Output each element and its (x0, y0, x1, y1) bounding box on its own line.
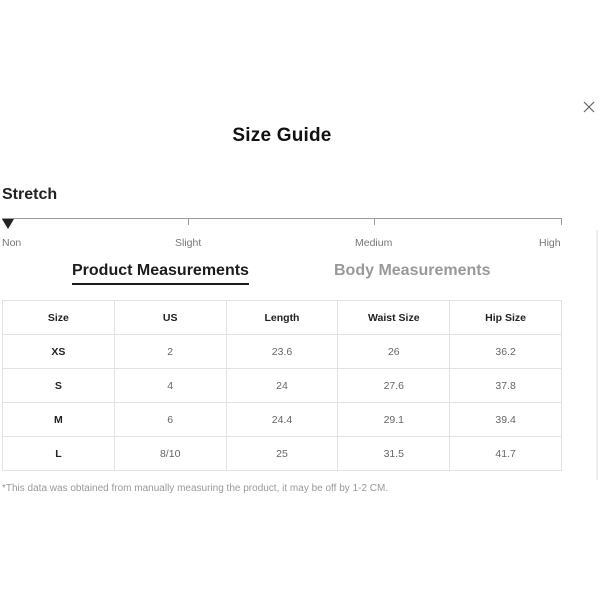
table-cell: 8/10 (114, 437, 226, 471)
table-row (3, 335, 562, 369)
triangle-down-icon (2, 219, 14, 229)
size-cell: S (3, 369, 115, 403)
table-cell: 24 (226, 369, 338, 403)
table-row (3, 437, 562, 471)
table-cell: 4 (114, 369, 226, 403)
stretch-tick-slight (188, 218, 189, 225)
stretch-scale-line (2, 218, 562, 219)
dialog-title: Size Guide (232, 125, 332, 146)
table-cell: 25 (226, 437, 338, 471)
table-cell: 41.7 (450, 437, 562, 471)
close-button[interactable] (582, 100, 600, 118)
table-cell: 26 (338, 335, 450, 369)
column-header: Hip Size (450, 301, 562, 335)
stretch-tick-medium (374, 218, 375, 225)
table-header-row (3, 301, 562, 335)
column-header: Size (3, 301, 115, 335)
stretch-level-non: Non (2, 237, 22, 249)
table-cell: 2 (114, 335, 226, 369)
measurement-tabs (0, 262, 564, 290)
table-cell: 36.2 (450, 335, 562, 369)
stretch-label: Stretch (2, 186, 58, 203)
stretch-scale (0, 212, 564, 252)
close-icon (582, 100, 596, 114)
stretch-tick-high (561, 218, 562, 225)
table-cell: 39.4 (450, 403, 562, 437)
size-cell: XS (3, 335, 115, 369)
stretch-level-slight: Slight (175, 237, 202, 249)
stretch-level-medium: Medium (355, 237, 393, 249)
tab-product-measurements[interactable]: Product Measurements (72, 262, 249, 285)
size-cell: L (3, 437, 115, 471)
table-cell: 27.6 (338, 369, 450, 403)
table-cell: 31.5 (338, 437, 450, 471)
table-row (3, 403, 562, 437)
table-cell: 24.4 (226, 403, 338, 437)
table-cell: 29.1 (338, 403, 450, 437)
table-cell: 6 (114, 403, 226, 437)
table-cell: 23.6 (226, 335, 338, 369)
measurement-note: *This data was obtained from manually measuring the product, it may be off by 1-2 CM. (2, 483, 389, 494)
size-cell: M (3, 403, 115, 437)
table-row (3, 369, 562, 403)
column-header: Waist Size (338, 301, 450, 335)
tab-body-measurements[interactable]: Body Measurements (334, 262, 491, 279)
scrollbar[interactable] (596, 230, 598, 480)
table-cell: 37.8 (450, 369, 562, 403)
column-header: US (114, 301, 226, 335)
column-header: Length (226, 301, 338, 335)
size-table (2, 300, 562, 471)
stretch-level-high: High (539, 237, 561, 249)
